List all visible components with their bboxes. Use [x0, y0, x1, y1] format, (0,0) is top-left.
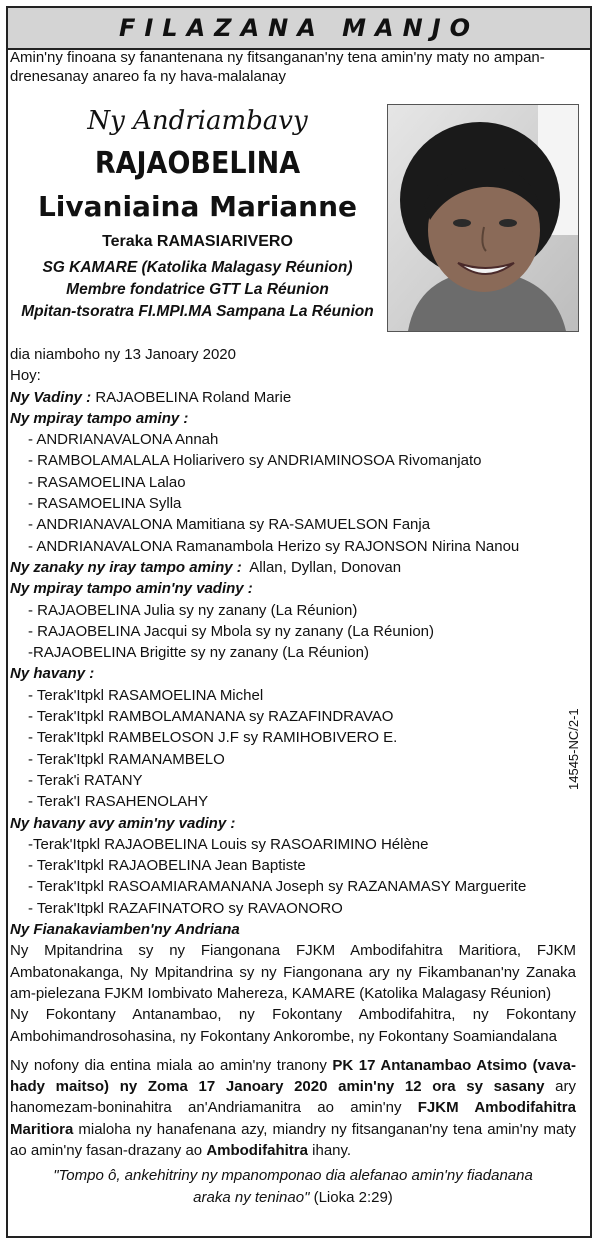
- list-item: - RASAMOELINA Lalao: [28, 473, 186, 491]
- list-item: - Terak'Itpkl RAMANAMBELO: [28, 750, 225, 768]
- spouse-siblings-label: Ny mpiray tampo amin'ny vadiny :: [10, 580, 253, 598]
- burial-tomb-place: Ambodifahitra: [206, 1141, 308, 1159]
- list-item: - RASAMOELINA Sylla: [28, 495, 182, 513]
- church-paragraph: Ny Mpitandrina sy ny Fiangonana FJKM Ambodifahitra Maritiora, FJKM Ambatonakanga, Ny Mpitandrina sy ny Fiangonana ary ny Fikambanan'ny Zanaka am-pielezana FJKM Iombivato Mahereza, KAMARE (Katolika Malagasy Réunion): [10, 942, 576, 1002]
- burial-church: FJKM Ambodifahitra Maritiora: [10, 1099, 576, 1138]
- burial-text: ihany.: [307, 1141, 352, 1159]
- role-line: Mpitan-tsoratra FI.MPI.MA Sampana La Réunion: [21, 303, 374, 320]
- maiden-name-line: [0, 233, 395, 251]
- list-item: - Terak'Itpkl RAJAOBELINA Jean Baptiste: [28, 857, 306, 875]
- role-line: SG KAMARE (Katolika Malagasy Réunion): [42, 259, 353, 276]
- ad-code: 14545-NC/2-1: [566, 708, 581, 790]
- list-item: - Terak'Itpkl RAMBOLAMANANA sy RAZAFINDRAVAO: [28, 708, 394, 726]
- spouse-line: [10, 387, 576, 408]
- deceased-surname: RAJAOBELINA: [94, 146, 301, 181]
- teraka-label: Teraka: [102, 233, 153, 250]
- death-date: dia niamboho ny 13 Janoary 2020: [10, 346, 236, 363]
- list-item: - ANDRIANAVALONA Mamitiana sy RA-SAMUELSON Fanja: [28, 516, 431, 534]
- spouse-name: RAJAOBELINA Roland Marie: [95, 388, 292, 406]
- teraka-name: RAMASIARIVERO: [156, 233, 293, 250]
- burial-text: ary hanomezam-boninahitra an'Andriamanitra ao amin'ny: [10, 1078, 576, 1117]
- list-item: - ANDRIANAVALONA Annah: [28, 431, 219, 449]
- list-item: -RAJAOBELINA Brigitte sy ny zanany (La Réunion): [28, 644, 369, 662]
- relatives-label: Ny havany :: [10, 665, 95, 683]
- nephews-label: Ny zanaky ny iray tampo aminy :: [10, 558, 242, 576]
- burial-place-time: PK 17 Antanambao Atsimo (vava-hady maitso) ny Zoma 17 Janoary 2020 amin'ny 12 ora sy sasany: [10, 1056, 576, 1096]
- spouse-relatives-label: Ny havany avy amin'ny vadiny :: [10, 814, 236, 832]
- list-item: - Terak'Itpkl RAZAFINATORO sy RAVAONORO: [28, 899, 343, 917]
- list-item: - RAJAOBELINA Julia sy ny zanany (La Réunion): [28, 601, 358, 619]
- list-item: - Terak'I RASAHENOLAHY: [28, 793, 209, 811]
- nephews-names: Allan, Dyllan, Donovan: [249, 558, 402, 576]
- intro-text: Amin'ny finoana sy fanantenana ny fitsanganan'ny tena amin'ny maty no ampan-drenesanay anareo fa ny hava-malalanay: [10, 49, 545, 85]
- list-item: - Terak'i RATANY: [28, 771, 143, 789]
- list-item: - ANDRIANAVALONA Ramanambola Herizo sy RAJONSON Nirina Nanou: [28, 537, 520, 555]
- quote-reference: (Lioka 2:29): [309, 1188, 393, 1206]
- list-item: - Terak'Itpkl RAMBELOSON J.F sy RAMIHOBIVERO E.: [28, 729, 398, 747]
- list-item: -Terak'Itpkl RAJAOBELINA Louis sy RASOARIMINO Hélène: [28, 835, 429, 853]
- bible-quote: [10, 1165, 576, 1208]
- burial-paragraph: [10, 1055, 576, 1161]
- quote-text: "Tompo ô, ankehitriny ny mpanomponao dia alefanao amin'ny fiadanana araka ny teninao": [53, 1167, 533, 1206]
- roles-block: [0, 257, 395, 323]
- extended-family-label: Ny Fianakaviamben'ny Andriana: [10, 921, 240, 939]
- role-line: Membre fondatrice GTT La Réunion: [66, 281, 329, 298]
- list-item: - RAMBOLAMALALA Holiarivero sy ANDRIAMINOSOA Rivomanjato: [28, 452, 482, 470]
- burial-text: Ny nofony dia entina miala ao amin'ny tranony: [10, 1056, 333, 1074]
- honorific: Ny Andriambavy: [87, 106, 308, 136]
- fokontany-paragraph: Ny Fokontany Antanambao, ny Fokontany Ambodifahitra, ny Fokontany Ambohimandrosohasina, ny Fokontany Ankorombe, ny Fokontany Soamiandalana: [10, 1006, 576, 1045]
- spouse-label: Ny Vadiny :: [10, 388, 92, 406]
- deceased-given-names: Livaniaina Marianne: [37, 190, 358, 223]
- notice-banner: FILAZANA MANJO: [8, 8, 590, 50]
- siblings-label: Ny mpiray tampo aminy :: [10, 409, 189, 427]
- portrait-photo: [387, 104, 579, 332]
- nephews-line: [10, 557, 576, 578]
- burial-text: mialoha ny hanafenana azy, miandry ny fitsanganan'ny tena amin'ny maty ao amin'ny fasan-drazany ao: [10, 1120, 576, 1159]
- hoy-label: Hoy:: [10, 367, 41, 385]
- list-item: - Terak'Itpkl RASOAMIARAMANANA Joseph sy RAZANAMASY Marguerite: [28, 878, 527, 896]
- portrait-icon: [388, 105, 578, 331]
- notice-body: [10, 344, 576, 1208]
- list-item: - Terak'Itpkl RASAMOELINA Michel: [28, 686, 264, 704]
- list-item: - RAJAOBELINA Jacqui sy Mbola sy ny zanany (La Réunion): [28, 622, 435, 640]
